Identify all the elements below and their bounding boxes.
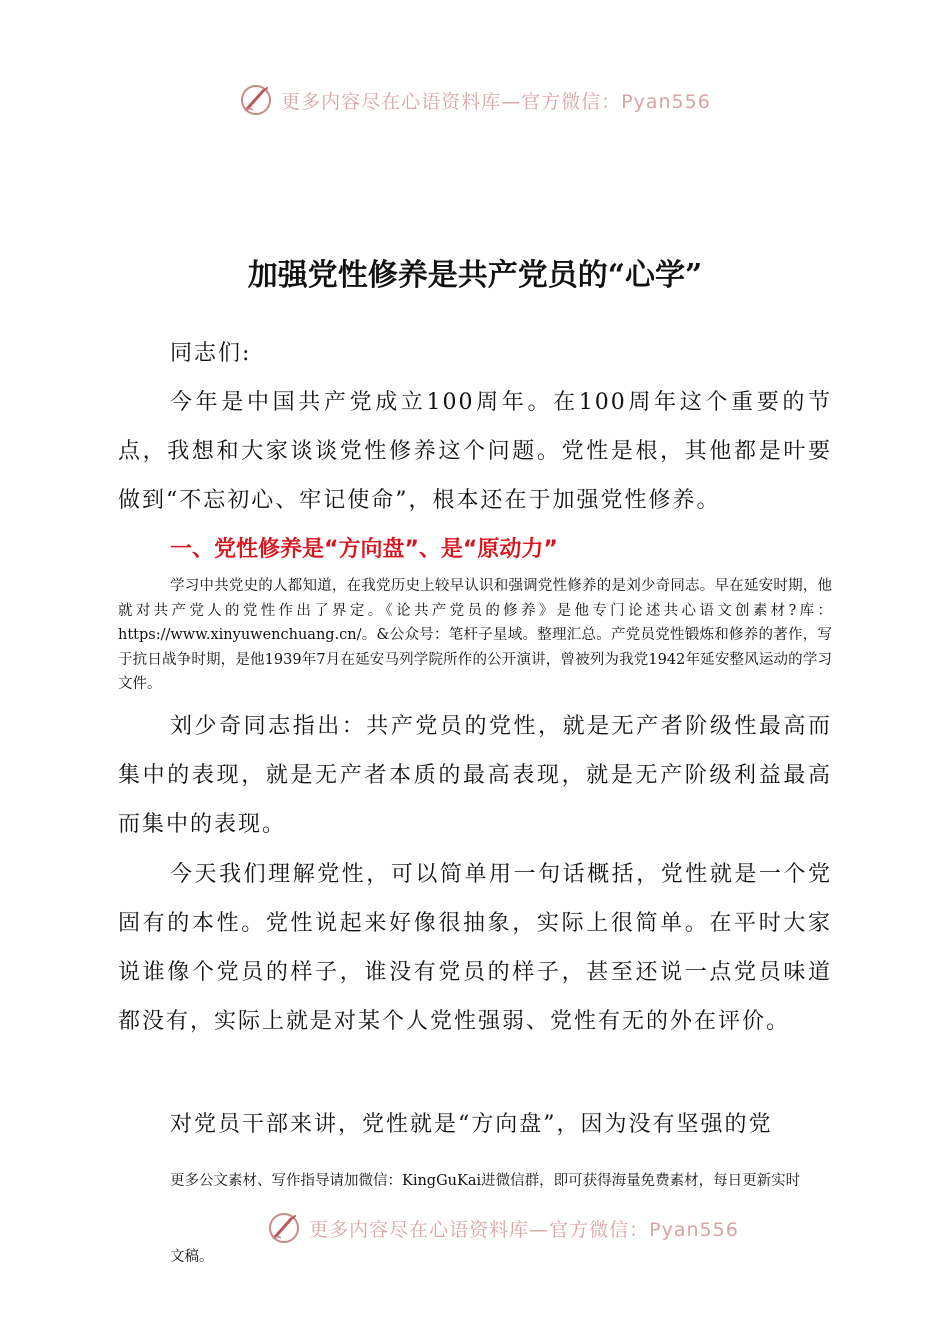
today-paragraph: 今天我们理解党性，可以简单用一句话概括，党性就是一个党固有的本性。党性说起来好像很抽象，实际上很简单。在平时大家说谁像个党员的样子，谁没有党员的样子，甚至还说一点党员味道都没有，实际上就是对某个人党性强弱、党性有无的外在评价。 (118, 862, 832, 1034)
footer-note: 更多公文素材、写作指导请加微信：KingGuKai进微信群，即可获得海量免费素材，每日更新实时 (170, 1173, 801, 1189)
watermark-text: 更多内容尽在心语资料库—官方微信：Pyan556 (309, 1218, 739, 1241)
watermark-text: 更多内容尽在心语资料库—官方微信：Pyan556 (281, 90, 711, 113)
pen-logo-icon (267, 1211, 301, 1245)
section-1-heading: 一、党性修养是“方向盘”、是“原动力” (170, 537, 558, 562)
footer-tail: 文稿。 (170, 1249, 214, 1265)
bottom-watermark-banner (28, 1208, 950, 1248)
document-title: 加强党性修养是共产党员的“心学” (247, 258, 703, 293)
intro-paragraph: 今年是中国共产党成立100周年。在100周年这个重要的节点，我想和大家谈谈党性修养这个问题。党性是根，其他都是叶要做到“不忘初心、牢记使命”，根本还在于加强党性修养。 (118, 390, 832, 513)
liu-shaoqi-paragraph: 刘少奇同志指出：共产党员的党性，就是无产者阶级性最高而集中的表现，就是无产者本质的最高表现，就是无产阶级利益最高而集中的表现。 (118, 714, 832, 837)
section-1-small-paragraph: 学习中共党史的人都知道，在我党历史上较早认识和强调党性修养的是刘少奇同志。早在延安时期，他就对共产党人的党性作出了界定。《论共产党员的修养》是他专门论述共心语文创素材?库：https://www.xinyuwenchuang.cn/。&公众号：笔杆子星域。整理汇总。产党员党性锻炼和修养的著作，写于抗日战争时期，是他1939年7月在延安马列学院所作的公开演讲，曾被列为我党1942年延安整风运动的学习文件。 (118, 578, 832, 692)
top-watermark-banner (0, 80, 950, 120)
cadre-paragraph: 对党员干部来讲，党性就是“方向盘”，因为没有坚强的党 (170, 1112, 773, 1137)
pen-logo-icon (239, 83, 273, 117)
greeting: 同志们: (170, 341, 252, 366)
